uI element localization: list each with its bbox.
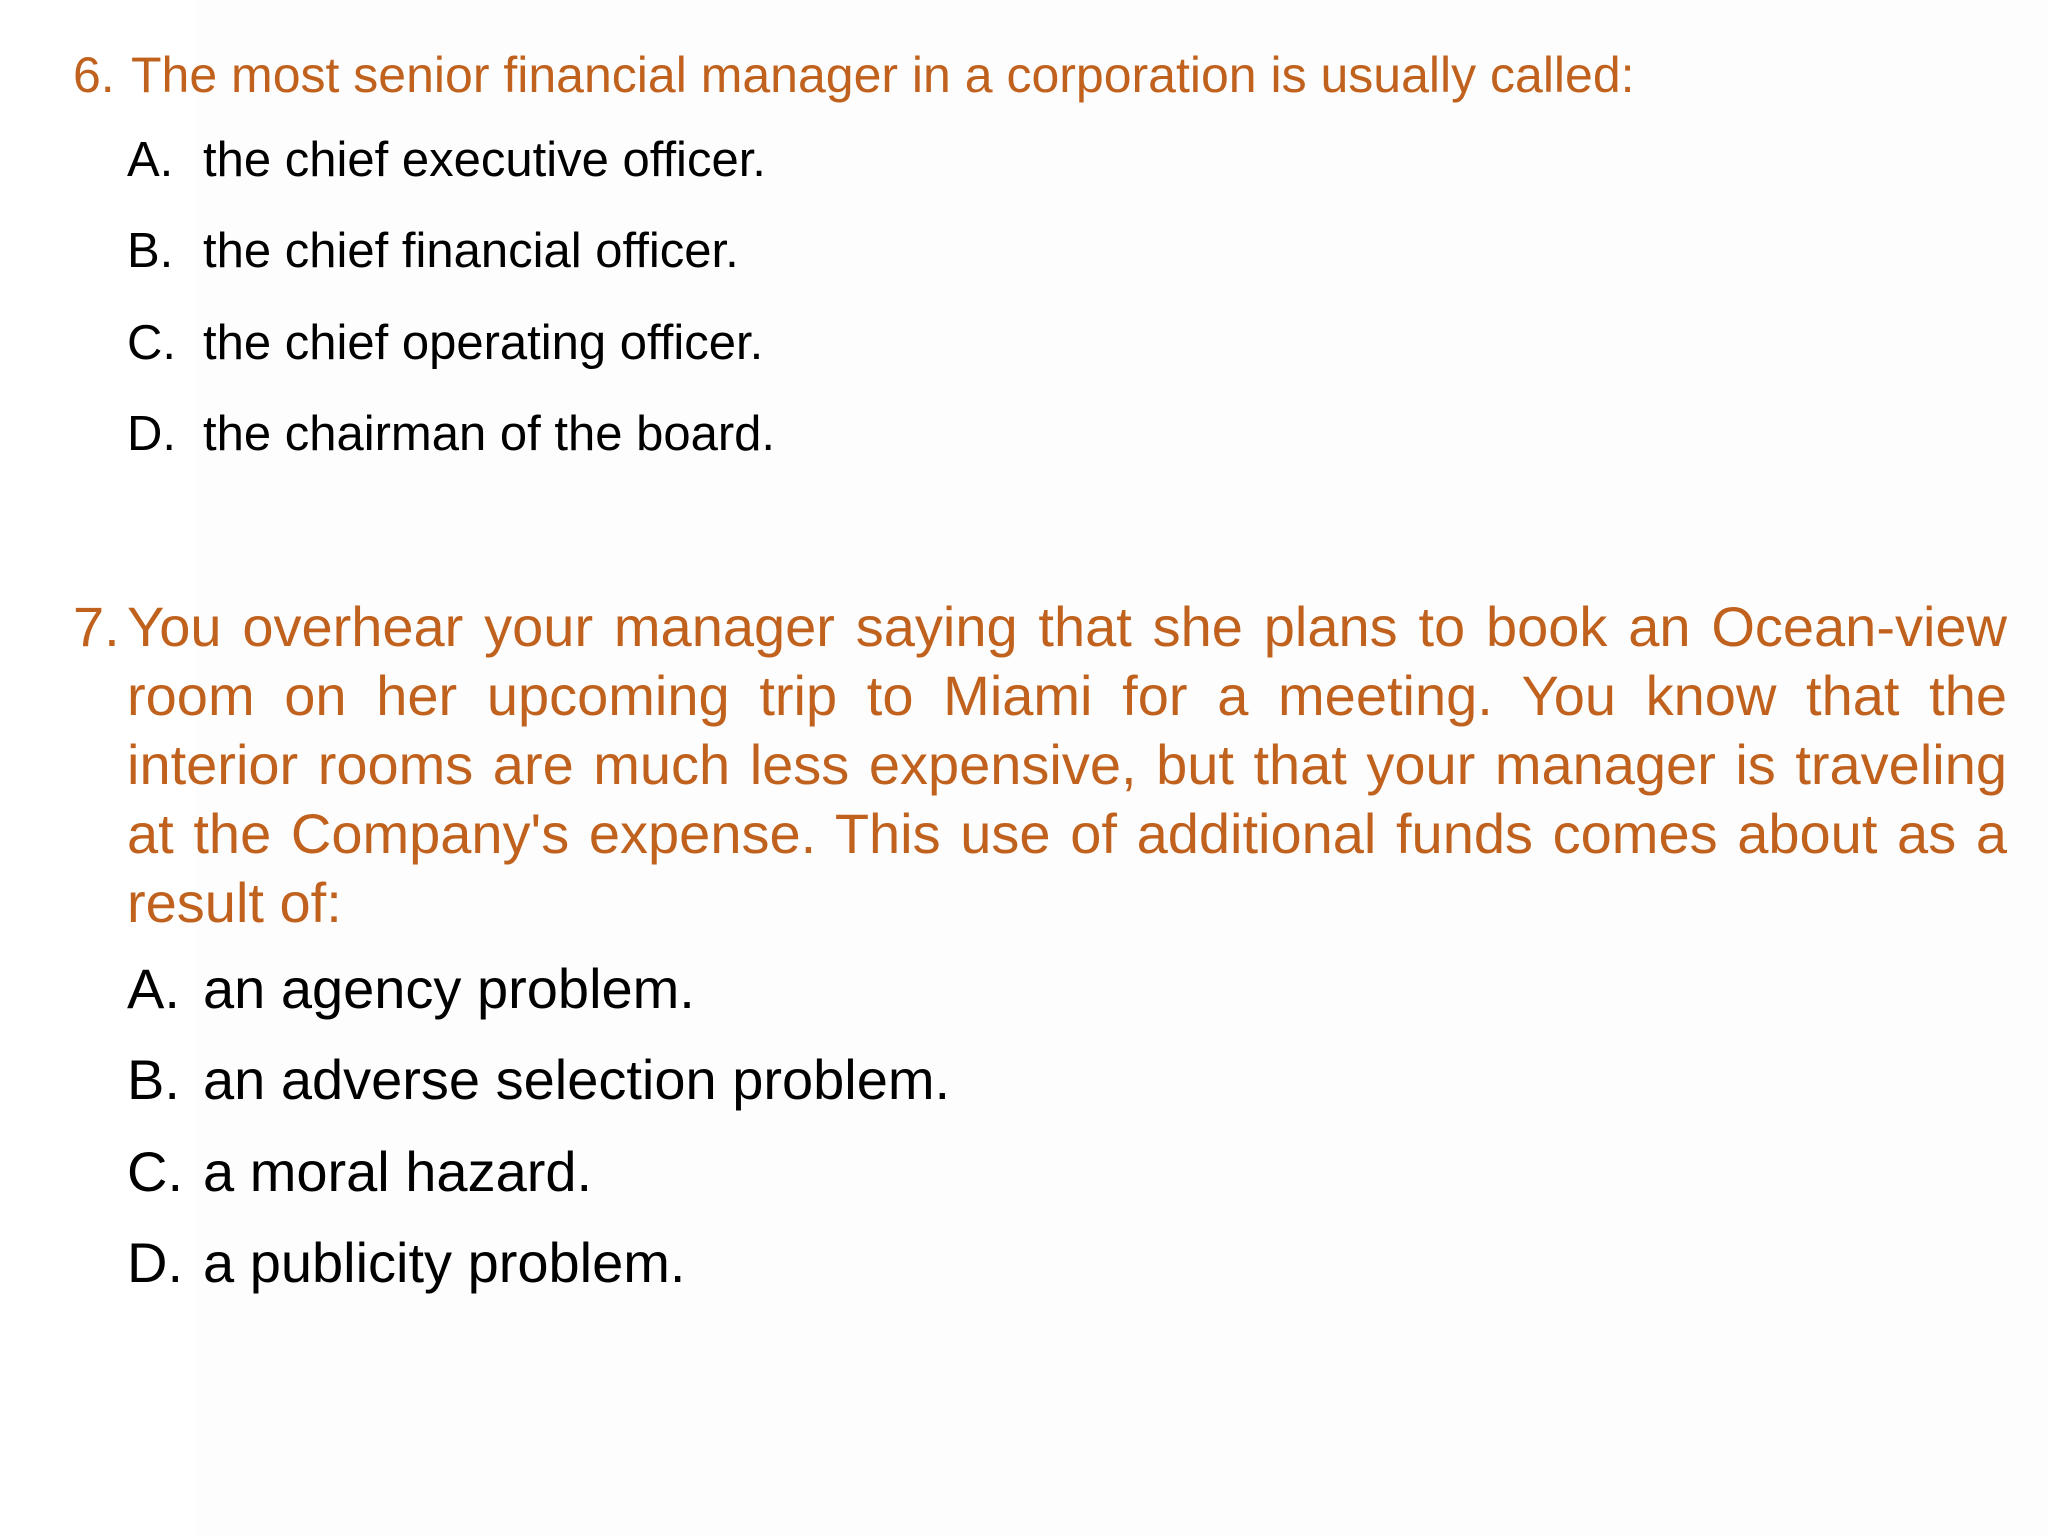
answer-text: the chief executive officer. — [203, 133, 766, 187]
answer-letter: C. — [127, 316, 176, 370]
answer-text: the chairman of the board. — [203, 407, 776, 461]
answer-text: the chief financial officer. — [203, 224, 739, 278]
question-text: You overhear your manager saying that she plans to book an Ocean-view room on her upcoming trip to Miami for a meeting. You know that the interior rooms are much less expensive, but that your manager is traveling at the Company's expense. This use of additional funds comes about as a result of: — [127, 595, 2007, 934]
answer-letter: C. — [127, 1140, 183, 1203]
answer-text: an agency problem. — [203, 957, 695, 1020]
answer-text: the chief operating officer. — [203, 316, 764, 370]
answer-option-c[interactable] — [127, 1139, 592, 1204]
question-7 — [73, 592, 2007, 937]
question-number: 7. — [73, 595, 120, 658]
answer-option-b[interactable] — [127, 223, 739, 279]
answer-option-c[interactable] — [127, 315, 763, 371]
answer-option-d[interactable] — [127, 406, 775, 462]
answer-option-b[interactable] — [127, 1047, 950, 1112]
question-6 — [73, 42, 1993, 108]
answer-letter: D. — [127, 1231, 183, 1294]
answer-option-a[interactable] — [127, 132, 766, 188]
answer-option-d[interactable] — [127, 1230, 685, 1295]
answer-letter: B. — [127, 224, 174, 278]
answer-letter: A. — [127, 957, 180, 1020]
answer-letter: A. — [127, 133, 174, 187]
answer-text: a moral hazard. — [203, 1140, 593, 1203]
question-number: 6. — [73, 47, 115, 103]
question-text: The most senior financial manager in a corporation is usually called: — [131, 47, 1635, 103]
answer-text: an adverse selection problem. — [203, 1048, 951, 1111]
answer-text: a publicity problem. — [203, 1231, 686, 1294]
answer-letter: B. — [127, 1048, 180, 1111]
answer-option-a[interactable] — [127, 956, 695, 1021]
answer-letter: D. — [127, 407, 176, 461]
